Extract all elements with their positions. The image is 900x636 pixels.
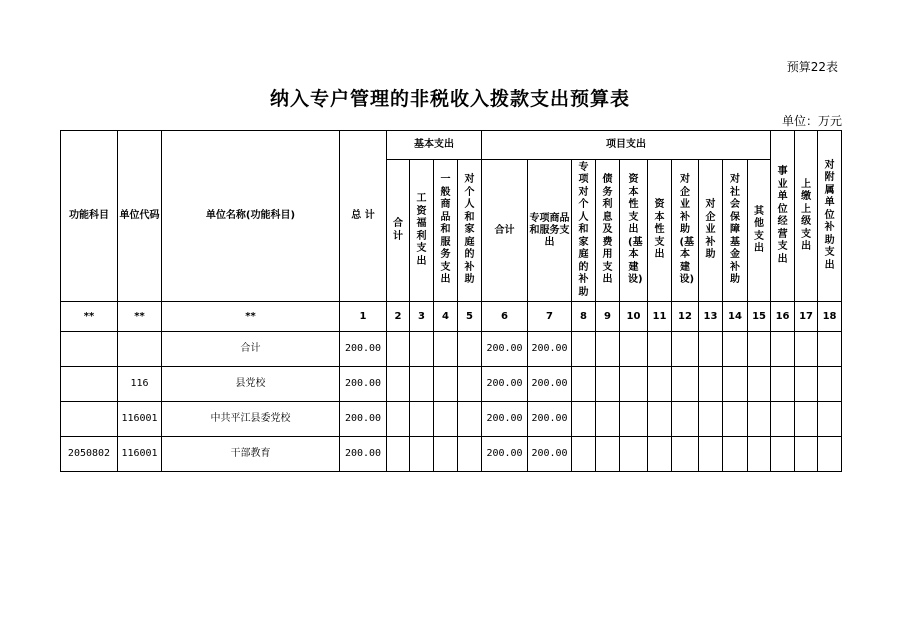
index-cell: 17 xyxy=(795,302,818,332)
cell-project-total: 200.00 xyxy=(482,367,528,402)
cell-empty xyxy=(572,367,596,402)
cell-project-goods: 200.00 xyxy=(528,402,572,437)
cell-func-code xyxy=(61,402,118,437)
cell-empty xyxy=(795,332,818,367)
cell-empty xyxy=(672,367,699,402)
cell-basic-total xyxy=(387,367,410,402)
cell-empty xyxy=(818,402,842,437)
cell-empty xyxy=(596,332,620,367)
index-cell: ** xyxy=(118,302,162,332)
cell-empty xyxy=(723,367,748,402)
cell-empty xyxy=(699,367,723,402)
index-cell: 4 xyxy=(434,302,458,332)
cell-unit-name: 县党校 xyxy=(162,367,340,402)
index-cell: 12 xyxy=(672,302,699,332)
header-total: 总 计 xyxy=(340,131,387,302)
table-row xyxy=(61,332,842,367)
header-capital: 资本性支出 xyxy=(648,160,672,302)
cell-empty xyxy=(818,367,842,402)
table-row xyxy=(61,402,842,437)
cell-personal xyxy=(458,437,482,472)
header-project-personal-subsidy: 专项对个人和家庭的补助 xyxy=(572,160,596,302)
cell-wages xyxy=(410,332,434,367)
header-basic-group: 基本支出 xyxy=(387,131,482,160)
header-unit-name: 单位名称(功能科目) xyxy=(162,131,340,302)
header-other: 其他支出 xyxy=(748,160,771,302)
header-debt-interest: 债务利息及费用支出 xyxy=(596,160,620,302)
index-cell: 3 xyxy=(410,302,434,332)
cell-unit-code: 116001 xyxy=(118,402,162,437)
cell-empty xyxy=(648,367,672,402)
table-row xyxy=(61,367,842,402)
cell-wages xyxy=(410,367,434,402)
cell-empty xyxy=(672,402,699,437)
unit-label: 单位：万元 xyxy=(781,114,842,128)
index-cell: 18 xyxy=(818,302,842,332)
cell-empty xyxy=(572,332,596,367)
index-cell: 11 xyxy=(648,302,672,332)
form-number: 预算22表 xyxy=(786,60,838,74)
cell-empty xyxy=(699,437,723,472)
index-cell: 8 xyxy=(572,302,596,332)
cell-empty xyxy=(699,332,723,367)
index-cell: 13 xyxy=(699,302,723,332)
cell-wages xyxy=(410,402,434,437)
header-personal-subsidy: 对个人和家庭的补助 xyxy=(458,160,482,302)
cell-empty xyxy=(672,332,699,367)
cell-empty xyxy=(572,402,596,437)
cell-goods xyxy=(434,332,458,367)
header-project-total: 合计 xyxy=(482,160,528,302)
cell-empty xyxy=(795,367,818,402)
cell-empty xyxy=(723,332,748,367)
cell-empty xyxy=(648,437,672,472)
header-capital-infra: 资本性支出(基本建设) xyxy=(620,160,648,302)
cell-empty xyxy=(723,437,748,472)
header-project-goods-services: 专项商品和服务支出 xyxy=(528,160,572,302)
cell-empty xyxy=(795,402,818,437)
cell-empty xyxy=(771,367,795,402)
cell-project-total: 200.00 xyxy=(482,402,528,437)
index-cell: 2 xyxy=(387,302,410,332)
cell-empty xyxy=(795,437,818,472)
cell-empty xyxy=(672,437,699,472)
header-goods-services: 一般商品和服务支出 xyxy=(434,160,458,302)
cell-empty xyxy=(596,367,620,402)
cell-total: 200.00 xyxy=(340,332,387,367)
header-upper-level: 上缴上级支出 xyxy=(795,131,818,302)
index-cell: 5 xyxy=(458,302,482,332)
index-cell: 10 xyxy=(620,302,648,332)
index-cell: 14 xyxy=(723,302,748,332)
header-enterprise-subsidy: 对企业补助 xyxy=(699,160,723,302)
cell-total: 200.00 xyxy=(340,367,387,402)
page-title: 纳入专户管理的非税收入拨款支出预算表 xyxy=(269,88,630,110)
cell-empty xyxy=(648,332,672,367)
index-cell: 9 xyxy=(596,302,620,332)
cell-total: 200.00 xyxy=(340,437,387,472)
cell-empty xyxy=(596,437,620,472)
cell-goods xyxy=(434,367,458,402)
cell-basic-total xyxy=(387,437,410,472)
cell-empty xyxy=(748,437,771,472)
cell-empty xyxy=(818,437,842,472)
cell-empty xyxy=(648,402,672,437)
index-cell: 6 xyxy=(482,302,528,332)
cell-empty xyxy=(818,332,842,367)
index-cell: ** xyxy=(61,302,118,332)
cell-empty xyxy=(699,402,723,437)
cell-personal xyxy=(458,332,482,367)
cell-unit-code: 116001 xyxy=(118,437,162,472)
header-unit-code: 单位代码 xyxy=(118,131,162,302)
cell-project-goods: 200.00 xyxy=(528,367,572,402)
cell-empty xyxy=(748,367,771,402)
cell-basic-total xyxy=(387,332,410,367)
cell-project-goods: 200.00 xyxy=(528,332,572,367)
cell-unit-name: 中共平江县委党校 xyxy=(162,402,340,437)
cell-unit-code: 116 xyxy=(118,367,162,402)
cell-project-total: 200.00 xyxy=(482,332,528,367)
cell-empty xyxy=(771,332,795,367)
cell-empty xyxy=(596,402,620,437)
cell-empty xyxy=(748,402,771,437)
cell-empty xyxy=(620,367,648,402)
cell-personal xyxy=(458,367,482,402)
cell-unit-code xyxy=(118,332,162,367)
header-wages: 工资福利支出 xyxy=(410,160,434,302)
budget-table xyxy=(60,130,842,472)
cell-empty xyxy=(620,332,648,367)
header-func-code: 功能科目 xyxy=(61,131,118,302)
cell-goods xyxy=(434,402,458,437)
index-cell: 7 xyxy=(528,302,572,332)
cell-total: 200.00 xyxy=(340,402,387,437)
cell-basic-total xyxy=(387,402,410,437)
cell-empty xyxy=(572,437,596,472)
cell-empty xyxy=(748,332,771,367)
cell-project-goods: 200.00 xyxy=(528,437,572,472)
cell-personal xyxy=(458,402,482,437)
header-social-security-fund: 对社会保障基金补助 xyxy=(723,160,748,302)
header-subordinate-subsidy: 对附属单位补助支出 xyxy=(818,131,842,302)
header-project-group: 项目支出 xyxy=(482,131,771,160)
index-cell: 1 xyxy=(340,302,387,332)
index-cell: 15 xyxy=(748,302,771,332)
cell-func-code xyxy=(61,332,118,367)
cell-unit-name: 合计 xyxy=(162,332,340,367)
cell-wages xyxy=(410,437,434,472)
header-basic-total: 合计 xyxy=(387,160,410,302)
index-cell: 16 xyxy=(771,302,795,332)
cell-func-code: 2050802 xyxy=(61,437,118,472)
header-enterprise-subsidy-infra: 对企业补助(基本建设) xyxy=(672,160,699,302)
cell-empty xyxy=(620,437,648,472)
cell-empty xyxy=(620,402,648,437)
header-operating: 事业单位经营支出 xyxy=(771,131,795,302)
cell-empty xyxy=(723,402,748,437)
cell-project-total: 200.00 xyxy=(482,437,528,472)
cell-unit-name: 干部教育 xyxy=(162,437,340,472)
cell-func-code xyxy=(61,367,118,402)
cell-goods xyxy=(434,437,458,472)
index-row xyxy=(61,302,842,332)
table-row xyxy=(61,437,842,472)
cell-empty xyxy=(771,402,795,437)
cell-empty xyxy=(771,437,795,472)
index-cell: ** xyxy=(162,302,340,332)
